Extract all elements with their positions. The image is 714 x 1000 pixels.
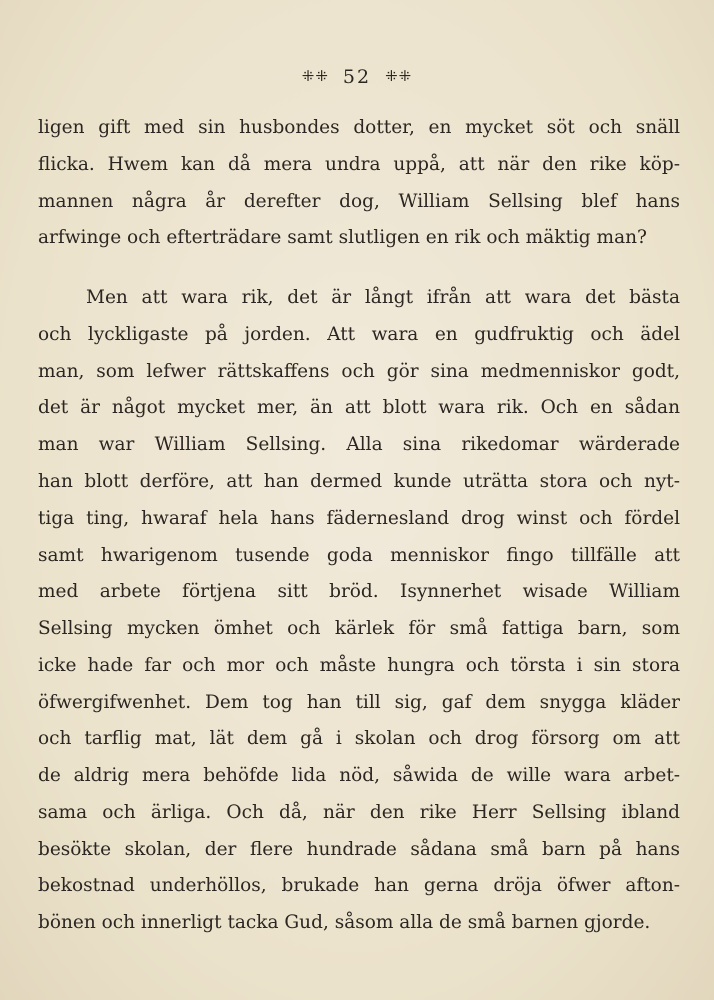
text-line: Men att wara rik, det är långt ifrån att wara det bästa [86, 287, 680, 308]
page-header [0, 66, 714, 88]
text-line: tiga ting, hwaraf hela hans fädernesland drog winst och fördel [38, 508, 680, 529]
text-line: de aldrig mera behöfde lida nöd, såwida de wille wara arbet- [38, 765, 680, 786]
ornament-left-icon: ⁜⁜ [301, 67, 329, 85]
text-line: mannen några år derefter dog, William Sellsing blef hans [38, 191, 680, 212]
text-line: det är något mycket mer, än att blott wara rik. Och en sådan [38, 397, 680, 418]
text-line: man, som lefwer rättskaffens och gör sina medmenniskor godt, [38, 361, 680, 382]
text-line: bekostnad underhöllos, brukade han gerna dröja öfwer afton- [38, 875, 680, 896]
text-line: man war William Sellsing. Alla sina rikedomar wärderade [38, 434, 680, 455]
text-line: öfwergifwenhet. Dem tog han till sig, gaf dem snygga kläder [38, 692, 680, 713]
text-line: han blott derföre, att han dermed kunde uträtta stora och nyt- [38, 471, 680, 492]
text-line: och tarflig mat, lät dem gå i skolan och drog försorg om att [38, 728, 680, 749]
ornament-right-icon: ⁜⁜ [385, 67, 413, 85]
text-line: sama och ärliga. Och då, när den rike Herr Sellsing ibland [38, 802, 680, 823]
text-line: samt hwarigenom tusende goda menniskor fingo tillfälle att [38, 545, 680, 566]
text-line: ligen gift med sin husbondes dotter, en mycket söt och snäll [38, 117, 680, 138]
text-line: och lyckligaste på jorden. Att wara en gudfruktig och ädel [38, 324, 680, 345]
text-line: med arbete förtjena sitt bröd. Isynnerhet wisade William [38, 581, 680, 602]
page-number: 52 [342, 66, 372, 88]
text-line: Sellsing mycken ömhet och kärlek för små fattiga barn, som [38, 618, 680, 639]
text-line: icke hade far och mor och måste hungra och törsta i sin stora [38, 655, 680, 676]
text-line: arfwinge och efterträdare samt slutligen en rik och mäktig man? [38, 227, 647, 248]
text-line: besökte skolan, der flere hundrade sådana små barn på hans [38, 839, 680, 860]
text-line: flicka. Hwem kan då mera undra uppå, att när den rike köp- [38, 154, 680, 175]
text-line: bönen och innerligt tacka Gud, såsom alla de små barnen gjorde. [38, 912, 651, 933]
